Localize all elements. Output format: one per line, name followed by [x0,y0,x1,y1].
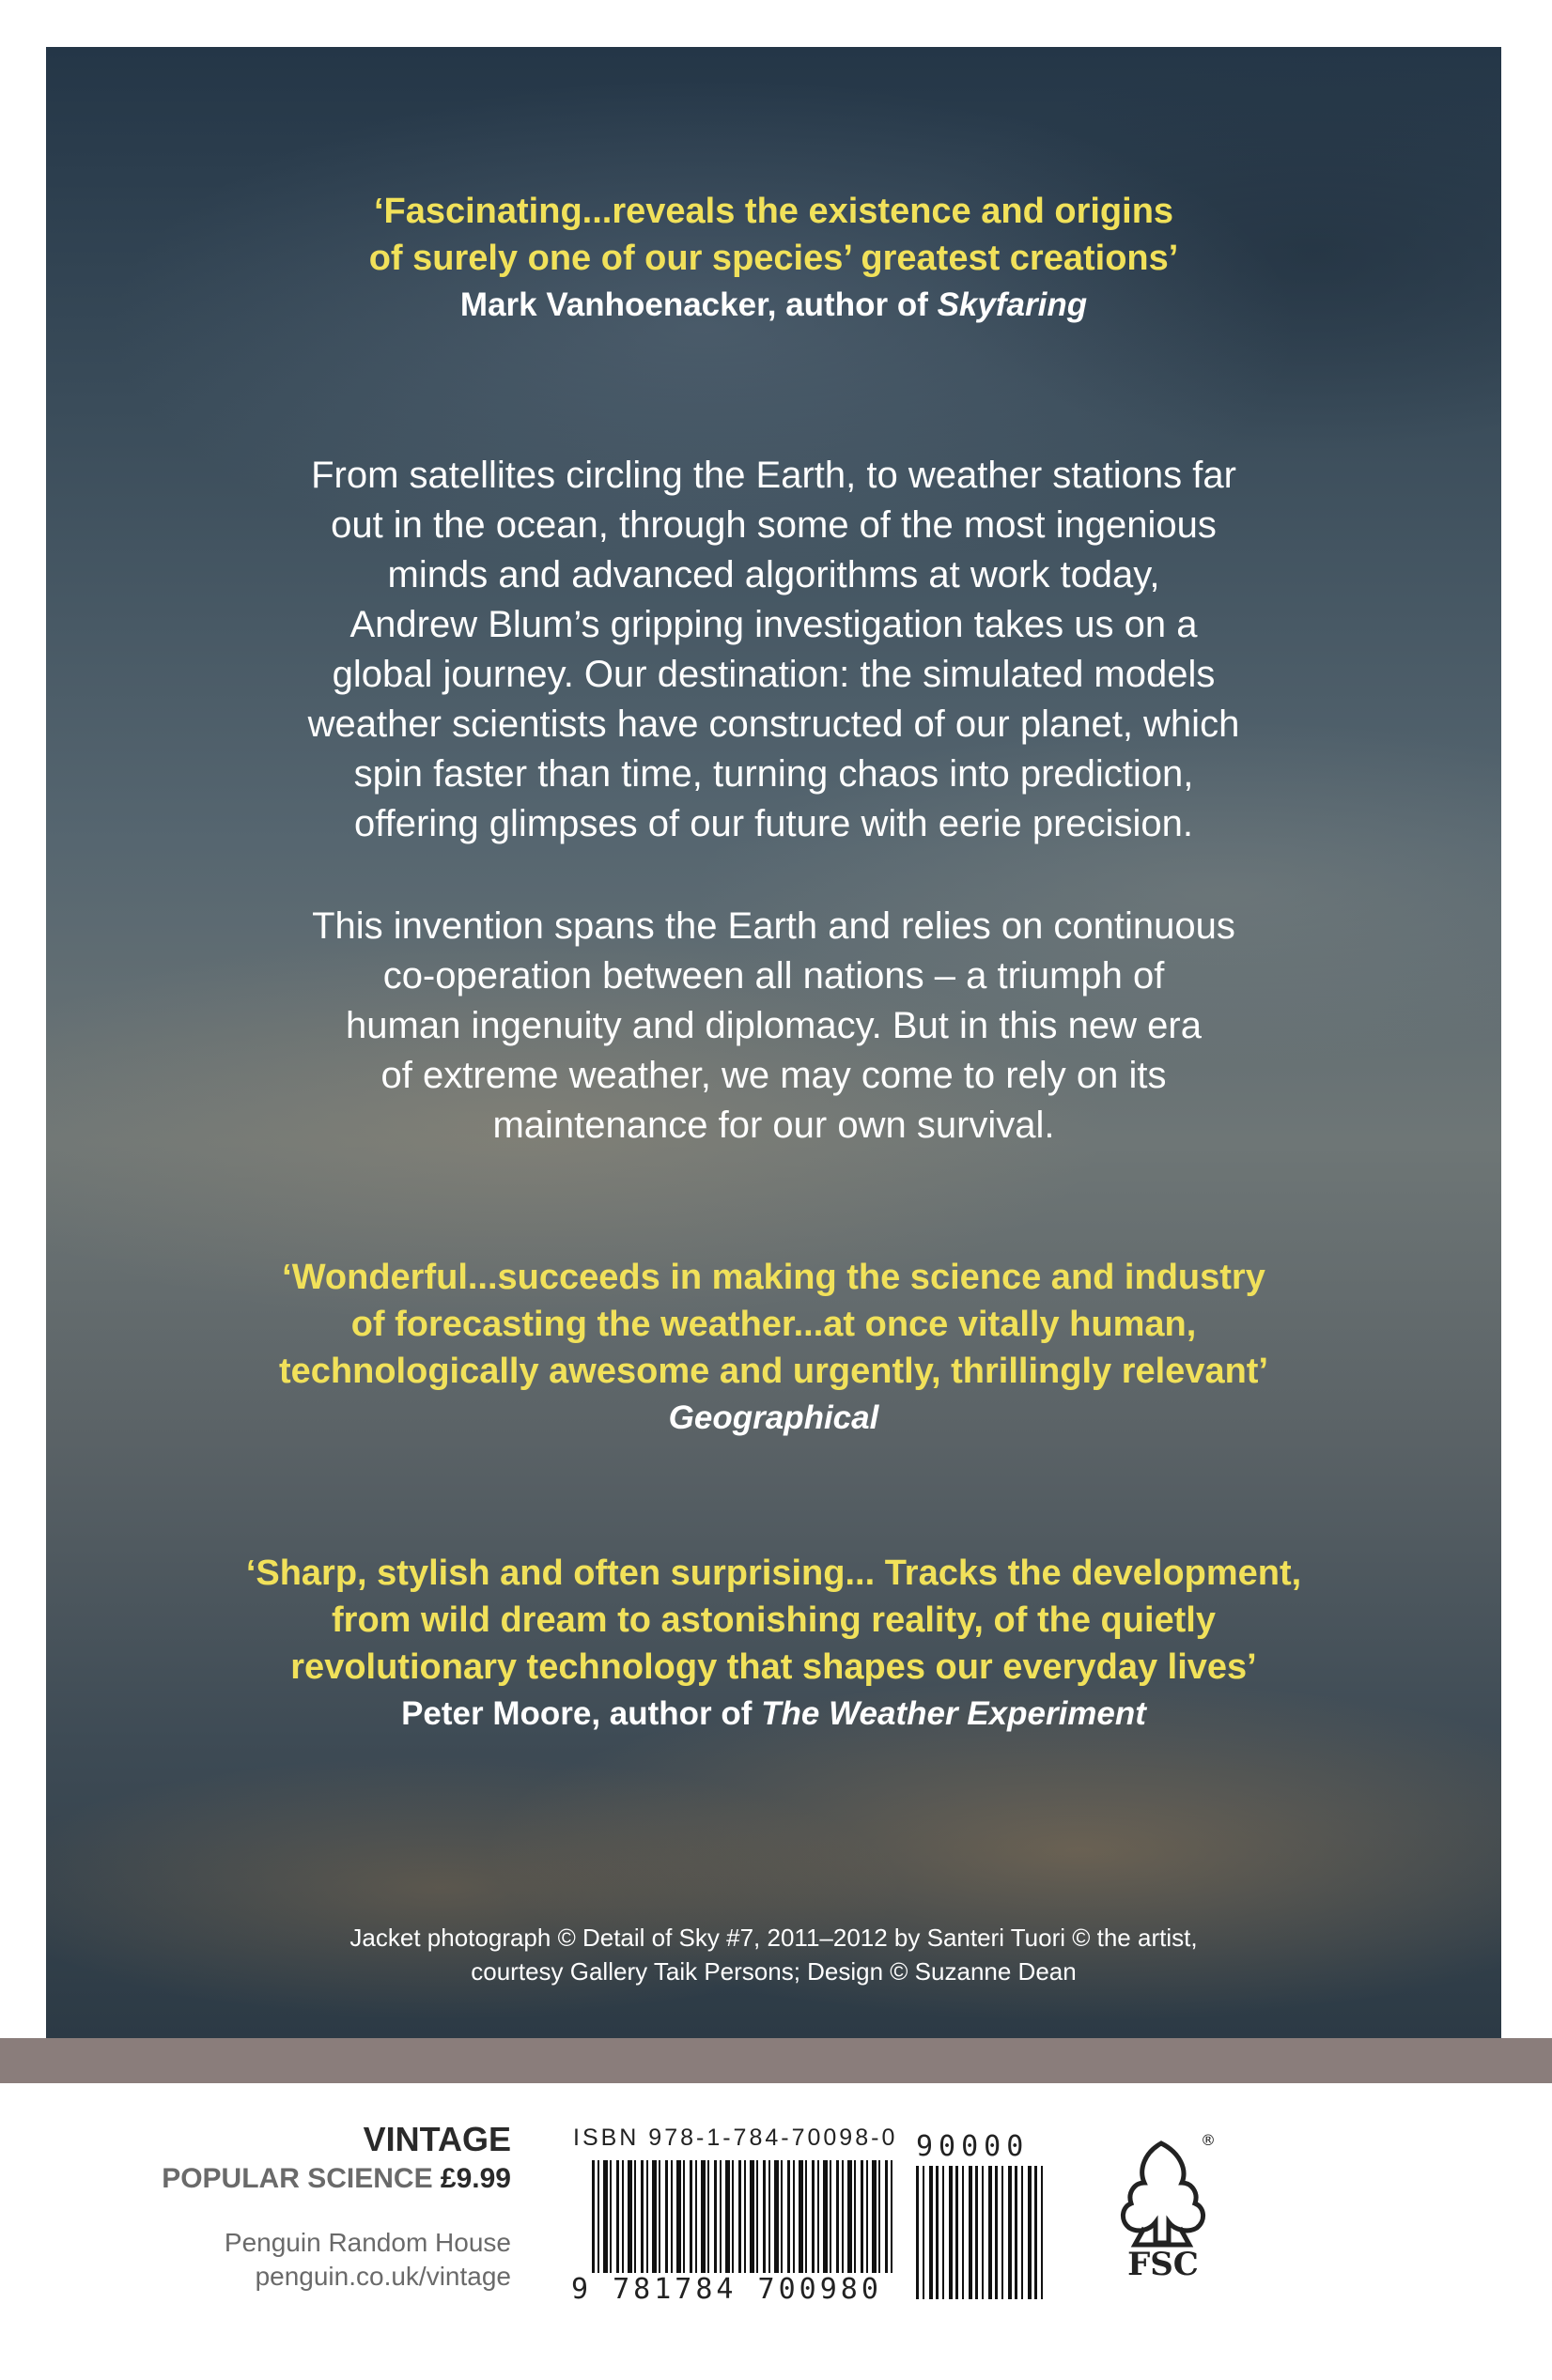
quote-1 [46,188,1501,329]
fsc-registered-mark: ® [1201,2131,1216,2149]
isbn-text: ISBN 978-1-784-70098-0 [573,2125,898,2151]
price: £9.99 [440,2163,511,2194]
imprint-category: POPULAR SCIENCE £9.99 [162,2163,511,2194]
quote-3 [46,1550,1501,1738]
addon-number: 90000 [916,2130,1030,2163]
jacket-credit: Jacket photograph © Detail of Sky #7, 2011–2012 by Santeri Tuori © the artist, courtesy Gallery Taik Persons; Design © Suzanne Dean [349,1924,1198,1986]
imprint [162,2119,511,2294]
addon-barcode-icon [916,2166,1048,2299]
spine-band [0,2038,1552,2083]
barcode-icon [592,2160,894,2273]
quote-1-attribution: Mark Vanhoenacker, author of Skyfaring [459,286,1088,323]
barcode-number: 9 781784 700980 [571,2273,882,2306]
quote-2-text: ‘Wonderful...succeeds in making the science and industry of forecasting the weather...at once vitally human, technologically awesome and urgently, thrillingly relevant’ [279,1258,1268,1391]
fsc-label: FSC [1127,2246,1199,2283]
publisher: Penguin Random House [224,2228,511,2257]
back-cover-photo [46,47,1501,2038]
quote-3-attribution: Peter Moore, author of The Weather Experiment [401,1695,1146,1732]
blurb-paragraph-2: This invention spans the Earth and relies on continuous co-operation between all nations – a triumph of human ingenuity and diplomacy. But in this new era of extreme weather, we may come to rely on its maintenance for our own survival. [312,905,1235,1146]
quote-3-text: ‘Sharp, stylish and often surprising... Tracks the development, from wild dream to astonishing reality, of the quietly revolutionary technology that shapes our everyday lives’ [245,1553,1302,1687]
quote-2-attribution: Geographical [668,1399,879,1436]
quote-1-text: ‘Fascinating...reveals the existence and origins of surely one of our species’ greatest creations’ [368,192,1179,278]
imprint-brand: VINTAGE [363,2120,511,2158]
fsc-logo-icon [1107,2125,1219,2284]
blurb-paragraph-1: From satellites circling the Earth, to weather stations far out in the ocean, through some of the most ingenious minds and advanced algorithms at work today, Andrew Blum’s gripping investigation takes us on a global journey. Our destination: the simulated models weather scientists have constructed of our planet, which spin faster than time, turning chaos into prediction, offering glimpses of our future with eerie precision. [307,455,1240,844]
quote-2 [46,1254,1501,1442]
publisher-url: penguin.co.uk/vintage [255,2262,511,2291]
